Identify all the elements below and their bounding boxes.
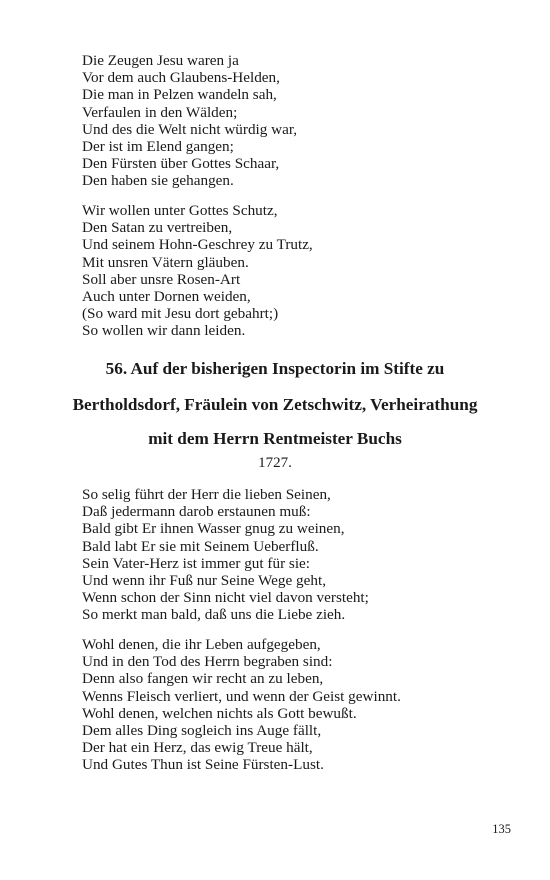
stanza-4	[82, 636, 401, 774]
verse-line: Den Fürsten über Gottes Schaar,	[82, 155, 280, 173]
poem-heading-line-2: Bertholdsdorf, Fräulein von Zetschwitz, Verheirathung	[72, 395, 478, 414]
verse-line: (So ward mit Jesu dort gebahrt;)	[82, 305, 279, 323]
poem-year: 1727.	[258, 455, 292, 471]
verse-line: Bald gibt Er ihnen Wasser gnug zu weinen,	[82, 520, 345, 538]
verse-line: Sein Vater-Herz ist immer gut für sie:	[82, 554, 311, 572]
verse-line: Die Zeugen Jesu waren ja	[82, 52, 239, 69]
verse-line: Mit unsren Vätern gläuben.	[82, 253, 249, 271]
verse-line: So wollen wir dann leiden.	[82, 322, 246, 340]
page-number: 135	[492, 822, 511, 836]
verse-line: Und wenn ihr Fuß nur Seine Wege geht,	[82, 572, 326, 590]
verse-line: So selig führt der Herr die lieben Seinen,	[82, 486, 331, 503]
verse-line: Vor dem auch Glaubens-Helden,	[82, 69, 280, 87]
verse-line: Und in den Tod des Herrn begraben sind:	[82, 653, 333, 671]
verse-line: Daß jedermann darob erstaunen muß:	[82, 503, 311, 521]
verse-line: Verfaulen in den Wälden;	[82, 103, 238, 121]
verse-line: Und Gutes Thun ist Seine Fürsten-Lust.	[82, 756, 324, 774]
verse-line: Wir wollen unter Gottes Schutz,	[82, 202, 278, 219]
verse-line: Der hat ein Herz, das ewig Treue hält,	[82, 739, 313, 757]
poem-heading-line-1: 56. Auf der bisherigen Inspectorin im Stifte zu	[105, 359, 445, 378]
verse-line: Und seinem Hohn-Geschrey zu Trutz,	[82, 236, 313, 254]
stanza-1	[82, 52, 297, 190]
stanza-2	[82, 202, 313, 340]
verse-line: Wenns Fleisch verliert, und wenn der Geist gewinnt.	[82, 687, 401, 705]
verse-line: Der ist im Elend gangen;	[82, 138, 234, 156]
verse-line: Bald labt Er sie mit Seinem Ueberfluß.	[82, 537, 319, 555]
verse-line: Denn also fangen wir recht an zu leben,	[82, 670, 324, 688]
stanza-3	[82, 486, 369, 624]
poem-heading-line-3: mit dem Herrn Rentmeister Buchs	[148, 429, 402, 448]
verse-line: Wenn schon der Sinn nicht viel davon versteht;	[82, 589, 369, 607]
verse-line: So merkt man bald, daß uns die Liebe zieh.	[82, 606, 346, 624]
verse-line: Soll aber unsre Rosen-Art	[82, 270, 241, 288]
verse-line: Und des die Welt nicht würdig war,	[82, 120, 298, 138]
verse-line: Auch unter Dornen weiden,	[82, 288, 251, 306]
verse-line: Wohl denen, die ihr Leben aufgegeben,	[82, 636, 321, 653]
verse-line: Dem alles Ding sogleich ins Auge fällt,	[82, 722, 322, 740]
verse-line: Wohl denen, welchen nichts als Gott bewußt.	[82, 704, 357, 722]
verse-line: Den Satan zu vertreiben,	[82, 219, 233, 237]
verse-line: Die man in Pelzen wandeln sah,	[82, 86, 277, 104]
verse-line: Den haben sie gehangen.	[82, 172, 234, 190]
